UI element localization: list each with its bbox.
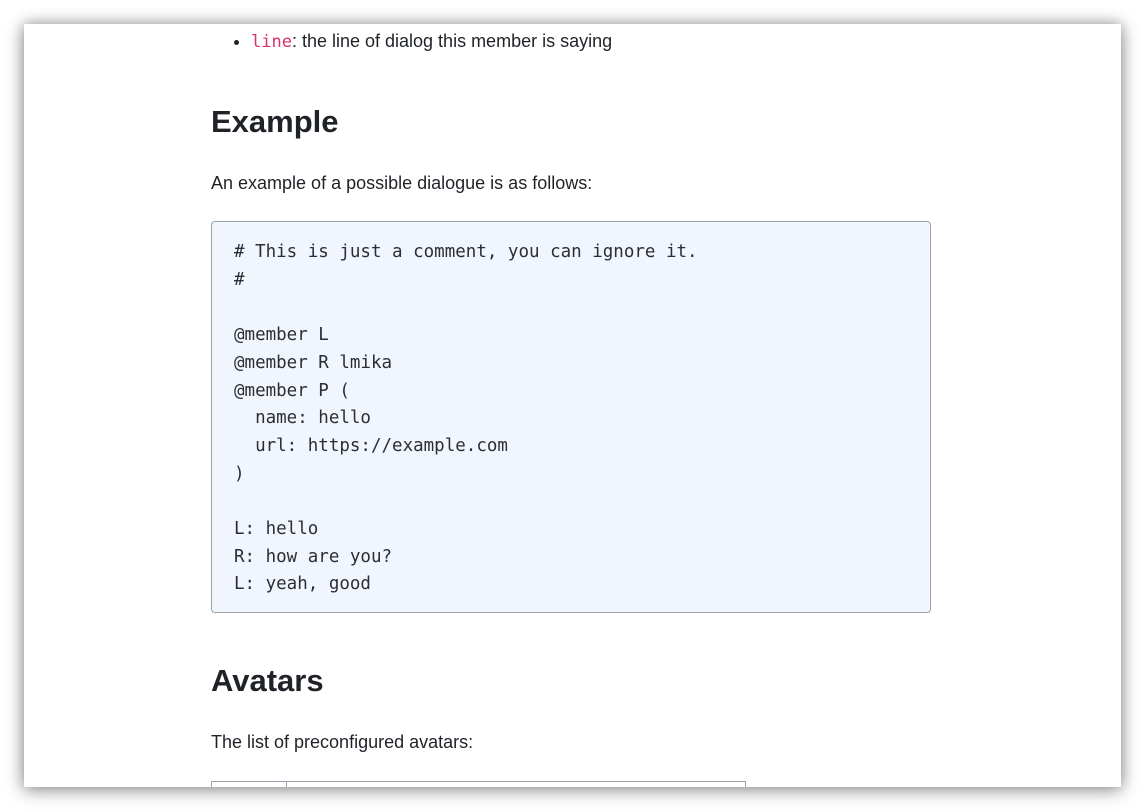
document-window	[24, 24, 1121, 787]
list-item	[251, 28, 931, 55]
heading-avatars: Avatars	[211, 663, 324, 698]
avatars-table	[211, 781, 746, 787]
example-intro-text: An example of a possible dialogue is as follows:	[211, 173, 593, 193]
member-field-list	[211, 28, 931, 55]
code-block-example: # This is just a comment, you can ignore it. # @member L @member R lmika @member P ( name: hello url: https://example.com ) L: hello R: how are you? L: yeah, good	[211, 221, 931, 613]
heading-example: Example	[211, 104, 339, 139]
list-item-description: : the line of dialog this member is saying	[291, 31, 613, 51]
avatars-intro-text: The list of preconfigured avatars:	[211, 732, 474, 752]
table-column-divider	[286, 782, 287, 787]
inline-code-line: line	[251, 32, 292, 52]
